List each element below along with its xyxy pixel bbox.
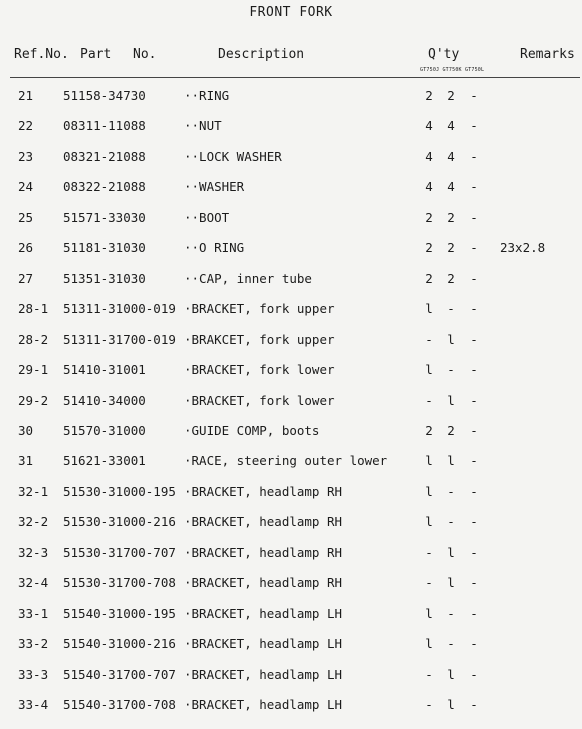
- ref-number: 29-2: [18, 392, 49, 408]
- qty-model-3: -: [470, 240, 478, 256]
- qty-model-2: -: [447, 301, 455, 317]
- part-number: 51530-31000-216: [63, 514, 176, 530]
- part-description: ·BRACKET, headlamp RH: [184, 483, 343, 499]
- qty-model-1: -: [425, 697, 433, 712]
- qty-model-1: -: [425, 331, 433, 347]
- ref-number: 24: [18, 179, 34, 195]
- ref-number: 29-1: [18, 362, 49, 378]
- ref-number: 33-1: [18, 605, 49, 621]
- part-number: 51181-31030: [63, 240, 146, 256]
- qty-model-1: 2: [425, 270, 433, 286]
- qty-model-3: -: [470, 362, 478, 378]
- qty-model-2: l: [447, 453, 455, 469]
- part-description: ··LOCK WASHER: [184, 148, 282, 164]
- table-row: [0, 179, 582, 209]
- table-row: [0, 332, 582, 362]
- part-number: 51311-31700-019: [63, 331, 176, 347]
- ref-number: 31: [18, 453, 34, 469]
- qty-model-3: -: [470, 697, 478, 712]
- qty-model-2: l: [447, 544, 455, 560]
- ref-number: 22: [18, 118, 34, 134]
- part-description: ·GUIDE COMP, boots: [184, 422, 320, 438]
- ref-number: 33-3: [18, 666, 49, 682]
- qty-model-1: l: [425, 483, 433, 499]
- qty-model-2: 2: [447, 88, 455, 103]
- part-number: 08322-21088: [63, 179, 146, 195]
- part-number: 51530-31700-707: [63, 544, 176, 560]
- ref-number: 25: [18, 209, 34, 225]
- part-description: ·BRACKET, headlamp RH: [184, 544, 343, 560]
- table-row: [0, 301, 582, 331]
- qty-model-2: -: [447, 514, 455, 530]
- qty-model-2: 4: [447, 148, 455, 164]
- table-row: [0, 210, 582, 240]
- table-row: [0, 453, 582, 483]
- table-row: [0, 149, 582, 179]
- part-number: 51540-31700-707: [63, 666, 176, 682]
- qty-model-1: l: [425, 362, 433, 378]
- ref-number: 32-3: [18, 544, 49, 560]
- part-description: ··WASHER: [184, 179, 245, 195]
- part-description: ·BRACKET, headlamp RH: [184, 575, 343, 591]
- qty-model-2: 4: [447, 179, 455, 195]
- part-number: 51410-31001: [63, 362, 146, 378]
- part-number: 51571-33030: [63, 209, 146, 225]
- ref-number: 32-2: [18, 514, 49, 530]
- qty-model-3: -: [470, 575, 478, 591]
- table-row: [0, 423, 582, 453]
- qty-model-1: 2: [425, 88, 433, 103]
- qty-model-3: -: [470, 270, 478, 286]
- qty-model-1: -: [425, 575, 433, 591]
- table-row: [0, 697, 582, 727]
- part-description: ·BRAKCET, fork upper: [184, 331, 335, 347]
- qty-model-1: 4: [425, 118, 433, 134]
- table-row: [0, 271, 582, 301]
- header-part: Part: [80, 47, 112, 62]
- part-number: 51530-31000-195: [63, 483, 176, 499]
- table-row: [0, 118, 582, 148]
- part-number: 08311-11088: [63, 118, 146, 134]
- table-row: [0, 545, 582, 575]
- part-description: ·BRACKET, headlamp RH: [184, 514, 343, 530]
- qty-model-3: -: [470, 331, 478, 347]
- header-ref-no: Ref.No.: [14, 47, 69, 62]
- part-number: 51158-34730: [63, 88, 146, 103]
- part-description: ·BRACKET, fork lower: [184, 392, 335, 408]
- ref-number: 32-4: [18, 575, 49, 591]
- header-description: Description: [218, 47, 305, 62]
- header-quantity: Q'ty: [428, 47, 460, 62]
- part-number: 08321-21088: [63, 148, 146, 164]
- part-description: ··O RING: [184, 240, 245, 256]
- part-number: 51530-31700-708: [63, 575, 176, 591]
- ref-number: 28-1: [18, 301, 49, 317]
- part-number: 51540-31000-195: [63, 605, 176, 621]
- qty-model-2: -: [447, 483, 455, 499]
- qty-model-2: 4: [447, 118, 455, 134]
- table-row: [0, 606, 582, 636]
- part-number: 51311-31000-019: [63, 301, 176, 317]
- qty-model-3: -: [470, 544, 478, 560]
- qty-model-2: 2: [447, 422, 455, 438]
- qty-model-1: l: [425, 514, 433, 530]
- ref-number: 33-4: [18, 697, 49, 712]
- qty-model-2: 2: [447, 270, 455, 286]
- header-divider: [10, 77, 580, 78]
- qty-model-3: -: [470, 483, 478, 499]
- qty-model-3: -: [470, 118, 478, 134]
- ref-number: 23: [18, 148, 34, 164]
- qty-model-3: -: [470, 148, 478, 164]
- qty-model-3: -: [470, 453, 478, 469]
- qty-model-2: l: [447, 331, 455, 347]
- part-number: 51540-31700-708: [63, 697, 176, 712]
- qty-model-3: -: [470, 392, 478, 408]
- qty-model-2: l: [447, 666, 455, 682]
- qty-model-1: 2: [425, 240, 433, 256]
- ref-number: 21: [18, 88, 34, 103]
- part-description: ·BRACKET, fork upper: [184, 301, 335, 317]
- part-description: ·RACE, steering outer lower: [184, 453, 388, 469]
- qty-model-1: 2: [425, 209, 433, 225]
- qty-model-3: -: [470, 88, 478, 103]
- qty-model-1: -: [425, 392, 433, 408]
- part-number: 51540-31000-216: [63, 636, 176, 652]
- qty-model-2: l: [447, 392, 455, 408]
- table-row: [0, 393, 582, 423]
- table-row: [0, 636, 582, 666]
- part-description: ··BOOT: [184, 209, 230, 225]
- qty-model-3: -: [470, 209, 478, 225]
- part-description: ·BRACKET, headlamp LH: [184, 605, 343, 621]
- part-description: ·BRACKET, fork lower: [184, 362, 335, 378]
- qty-model-3: -: [470, 301, 478, 317]
- table-row: [0, 240, 582, 270]
- qty-model-1: l: [425, 301, 433, 317]
- qty-model-1: l: [425, 453, 433, 469]
- table-row: [0, 484, 582, 514]
- part-number: 51410-34000: [63, 392, 146, 408]
- qty-model-2: l: [447, 575, 455, 591]
- qty-model-3: -: [470, 605, 478, 621]
- ref-number: 32-1: [18, 483, 49, 499]
- table-row: [0, 514, 582, 544]
- qty-model-1: 4: [425, 179, 433, 195]
- part-description: ·BRACKET, headlamp LH: [184, 666, 343, 682]
- qty-model-2: 2: [447, 240, 455, 256]
- part-description: ·BRACKET, headlamp LH: [184, 697, 343, 712]
- part-number: 51351-31030: [63, 270, 146, 286]
- qty-model-3: -: [470, 666, 478, 682]
- ref-number: 28-2: [18, 331, 49, 347]
- qty-model-1: -: [425, 544, 433, 560]
- part-description: ··RING: [184, 88, 230, 103]
- qty-model-3: -: [470, 422, 478, 438]
- qty-model-2: -: [447, 362, 455, 378]
- ref-number: 27: [18, 270, 34, 286]
- ref-number: 30: [18, 422, 34, 438]
- qty-model-2: -: [447, 636, 455, 652]
- ref-number: 33-2: [18, 636, 49, 652]
- qty-model-1: l: [425, 636, 433, 652]
- qty-model-3: -: [470, 636, 478, 652]
- part-number: 51570-31000: [63, 422, 146, 438]
- remarks-cell: 23x2.8: [500, 240, 546, 256]
- qty-model-3: -: [470, 179, 478, 195]
- header-no: No.: [133, 47, 157, 62]
- qty-model-1: 4: [425, 148, 433, 164]
- header-remarks: Remarks: [520, 47, 575, 62]
- table-row: [0, 667, 582, 697]
- qty-model-1: l: [425, 605, 433, 621]
- ref-number: 26: [18, 240, 34, 256]
- table-row: [0, 575, 582, 605]
- page-title: FRONT FORK: [249, 5, 333, 20]
- qty-model-2: l: [447, 697, 455, 712]
- model-columns-label: GT750J GT750K GT750L: [420, 67, 485, 73]
- qty-model-1: -: [425, 666, 433, 682]
- part-description: ··CAP, inner tube: [184, 270, 312, 286]
- part-description: ·BRACKET, headlamp LH: [184, 636, 343, 652]
- qty-model-2: 2: [447, 209, 455, 225]
- part-number: 51621-33001: [63, 453, 146, 469]
- qty-model-3: -: [470, 514, 478, 530]
- table-row: [0, 88, 582, 118]
- qty-model-2: -: [447, 605, 455, 621]
- table-row: [0, 362, 582, 392]
- qty-model-1: 2: [425, 422, 433, 438]
- part-description: ··NUT: [184, 118, 222, 134]
